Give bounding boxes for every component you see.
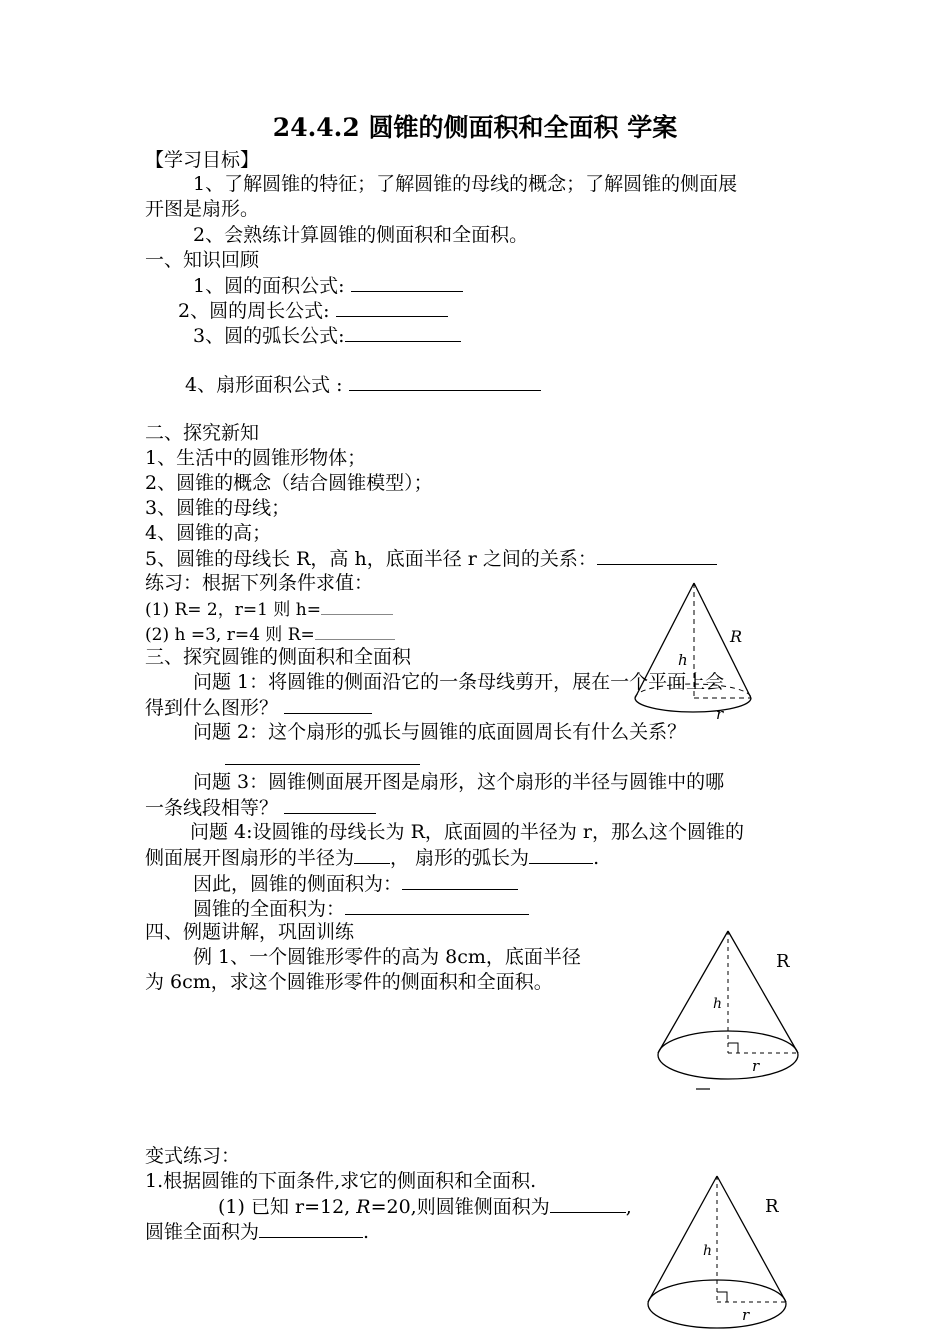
example-1-line-b: 为 6cm，求这个圆锥形零件的侧面积和全面积。 (145, 971, 553, 993)
variant-heading: 变式练习： (145, 1145, 241, 1167)
question-4-line-a: 问题 4:设圆锥的母线长为 R，底面圆的半径为 r，那么这个圆锥的 (190, 821, 744, 843)
variant-1-part-1: (1) 已知 r=12, R=20,则圆锥侧面积为 , (218, 1196, 632, 1218)
total-area-line: 圆锥的全面积为： (193, 896, 529, 921)
review-formula-2: 2、圆的周长公式: (178, 298, 448, 323)
label-r: r (752, 1057, 760, 1075)
answer-blank[interactable] (345, 896, 529, 915)
goals-heading: 【学习目标】 (145, 149, 260, 171)
variant-item-1: 1.根据圆锥的下面条件,求它的侧面积和全面积. (145, 1170, 537, 1192)
practice-1: (1) R= 2，r=1 则 h= (145, 596, 393, 622)
question-3-line-a: 问题 3：圆锥侧面展开图是扇形，这个扇形的半径与圆锥中的哪 (193, 771, 725, 793)
answer-blank[interactable] (345, 323, 461, 342)
practice-heading: 练习：根据下列条件求值： (145, 572, 374, 594)
review-formula-1: 1、圆的面积公式: (193, 273, 463, 298)
cone-diagram-2 (650, 925, 810, 1095)
section3-heading: 三、探究圆锥的侧面积和全面积 (145, 646, 412, 668)
label-r: r (742, 1306, 750, 1324)
question-1-line-a: 问题 1：将圆锥的侧面沿它的一条母线剪开，展在一个平面上会 (193, 671, 725, 693)
label-R: R (776, 951, 790, 972)
practice-2: (2) h =3, r=4 则 R= (145, 621, 395, 647)
variant-1-part-2: 圆锥全面积为 . (145, 1221, 370, 1243)
question-4-line-b: 侧面展开图扇形的半径为 ， 扇形的弧长为 . (145, 847, 600, 869)
answer-blank[interactable] (321, 596, 393, 615)
answer-blank[interactable] (225, 746, 420, 765)
explore-item-2: 2、圆锥的概念（结合圆锥模型）； (145, 472, 433, 494)
section4-heading: 四、例题讲解，巩固训练 (145, 921, 355, 943)
answer-blank[interactable] (259, 1219, 363, 1238)
explore-item-1: 1、生活中的圆锥形物体； (145, 447, 367, 469)
question-3-line-b: 一条线段相等？ (145, 795, 376, 820)
review-formula-3: 3、圆的弧长公式: (193, 323, 461, 348)
question-2-answer (225, 746, 420, 771)
answer-blank[interactable] (315, 621, 395, 640)
label-h: h (678, 651, 688, 669)
question-2: 问题 2：这个扇形的弧长与圆锥的底面圆周长有什么关系？ (193, 721, 687, 743)
answer-blank[interactable] (354, 845, 390, 864)
answer-blank[interactable] (402, 871, 518, 890)
explore-item-5: 5、圆锥的母线长 R，高 h，底面半径 r 之间的关系： (145, 546, 717, 571)
goal-2: 2、会熟练计算圆锥的侧面积和全面积。 (193, 224, 529, 246)
answer-blank[interactable] (351, 273, 463, 292)
answer-blank[interactable] (284, 695, 372, 714)
lateral-area-line: 因此，圆锥的侧面积为： (193, 871, 518, 896)
cone-diagram-3 (640, 1170, 800, 1340)
answer-blank[interactable] (597, 546, 717, 565)
label-R: R (765, 1196, 779, 1217)
label-R: R (730, 627, 743, 646)
answer-blank[interactable] (349, 372, 541, 391)
review-heading: 一、知识回顾 (145, 249, 260, 271)
explore-item-4: 4、圆锥的高； (145, 522, 272, 544)
page-title: 24.4.2 圆锥的侧面积和全面积 学案 (272, 113, 678, 142)
label-r: r (716, 705, 724, 723)
answer-blank[interactable] (529, 845, 593, 864)
label-h: h (713, 996, 723, 1012)
explore-item-3: 3、圆锥的母线； (145, 497, 291, 519)
review-formula-4: 4、扇形面积公式 : (185, 372, 541, 397)
label-h: h (703, 1243, 713, 1259)
answer-blank[interactable] (550, 1194, 626, 1213)
example-1-line-a: 例 1、一个圆锥形零件的高为 8cm，底面半径 (193, 946, 581, 968)
answer-blank[interactable] (284, 795, 376, 814)
cone-diagram-1 (630, 578, 770, 738)
explore-heading: 二、探究新知 (145, 422, 260, 444)
question-1-line-b: 得到什么图形？ (145, 695, 372, 720)
goal-1-line-b: 开图是扇形。 (145, 198, 260, 220)
goal-1-line-a: 1、了解圆锥的特征；了解圆锥的母线的概念；了解圆锥的侧面展 (193, 173, 738, 195)
answer-blank[interactable] (336, 298, 448, 317)
